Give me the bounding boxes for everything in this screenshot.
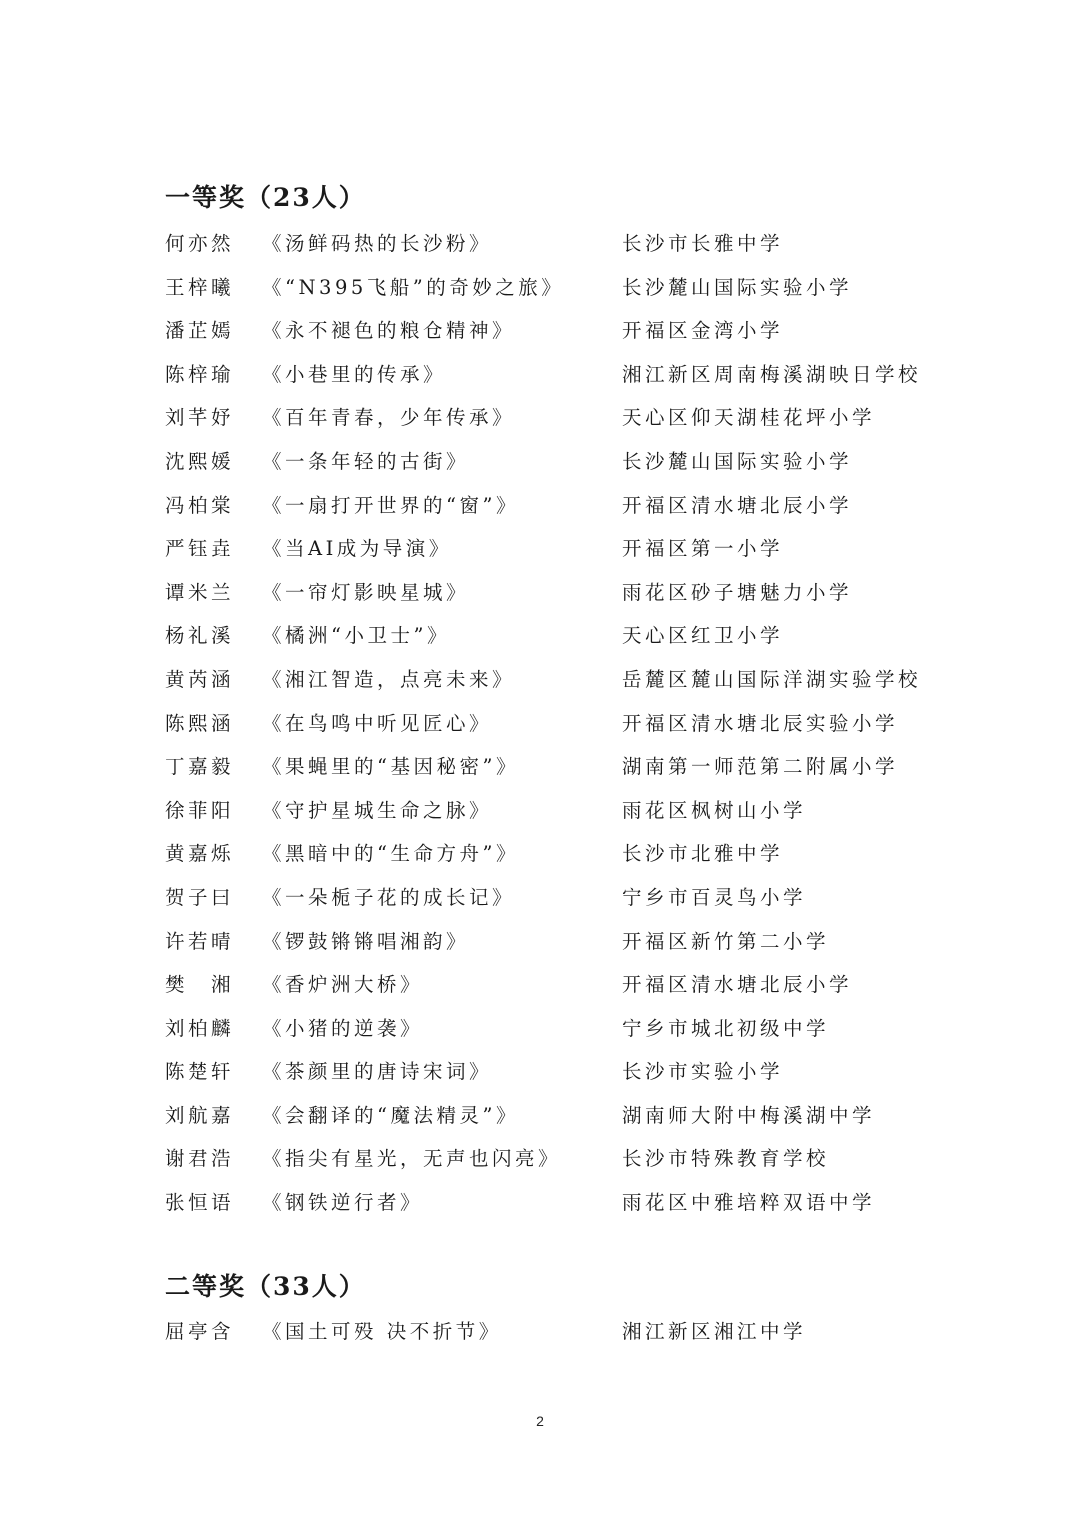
work-title: 《一帘灯影映星城》: [262, 580, 470, 604]
award-row: [0, 969, 1080, 1013]
winner-name: 何亦然: [165, 232, 235, 255]
second-prize-list: [0, 1316, 1080, 1360]
school-name: 长沙市特殊教育学校: [622, 1147, 830, 1171]
school-name: 湘江新区周南梅溪湖映日学校: [622, 362, 922, 386]
work-title: 《在鸟鸣中听见匠心》: [262, 711, 493, 735]
school-name: 开福区第一小学: [622, 537, 784, 561]
winner-name: 刘芊妤: [165, 406, 235, 430]
work-title: 《百年青春，少年传承》: [262, 406, 516, 430]
award-row: [0, 1056, 1080, 1100]
page-number: 2: [536, 1413, 544, 1429]
section-title-second-prize: 二等奖（33人）: [165, 1272, 366, 1301]
school-name: 长沙市实验小学: [622, 1060, 784, 1084]
winner-name: 陈楚轩: [165, 1060, 235, 1084]
school-name: 长沙市长雅中学: [622, 232, 784, 255]
winner-name: 陈熙涵: [165, 711, 235, 735]
award-row: [0, 838, 1080, 882]
award-row: [0, 577, 1080, 621]
winner-name: 刘柏麟: [165, 1016, 235, 1040]
work-title: 《永不褪色的粮仓精神》: [262, 319, 516, 343]
award-row: [0, 359, 1080, 403]
award-row: [0, 315, 1080, 359]
first-prize-list: [0, 228, 1080, 1231]
school-name: 雨花区中雅培粹双语中学: [622, 1191, 876, 1215]
winner-name: 沈熙媛: [165, 449, 235, 473]
work-title: 《钢铁逆行者》: [262, 1191, 424, 1215]
award-row: [0, 490, 1080, 534]
winner-name: 谢君浩: [165, 1147, 235, 1171]
work-title: 《黑暗中的“生命方舟”》: [262, 842, 519, 866]
award-row: [0, 795, 1080, 839]
section-title-first-prize: 一等奖（23人）: [165, 183, 366, 212]
award-row: [0, 708, 1080, 752]
work-title: 《果蝇里的“基因秘密”》: [262, 755, 519, 779]
school-name: 雨花区砂子塘魅力小学: [622, 580, 853, 604]
school-name: 开福区新竹第二小学: [622, 929, 830, 953]
school-name: 湘江新区湘江中学: [622, 1320, 807, 1343]
winner-name: 黄芮涵: [165, 667, 235, 691]
school-name: 湖南第一师范第二附属小学: [622, 755, 899, 779]
work-title: 《一朵栀子花的成长记》: [262, 885, 516, 909]
work-title: 《湘江智造，点亮未来》: [262, 667, 516, 691]
work-title: 《小猪的逆袭》: [262, 1016, 424, 1040]
school-name: 开福区金湾小学: [622, 319, 784, 343]
winner-name: 黄嘉烁: [165, 842, 235, 866]
school-name: 开福区清水塘北辰小学: [622, 973, 853, 997]
work-title: 《一扇打开世界的“窗”》: [262, 493, 519, 517]
award-row: [0, 1316, 1080, 1360]
award-row: [0, 1100, 1080, 1144]
school-name: 开福区清水塘北辰实验小学: [622, 711, 899, 735]
winner-name: 丁嘉毅: [165, 755, 235, 779]
winner-name: 屈亭含: [165, 1320, 235, 1343]
award-row: [0, 402, 1080, 446]
work-title: 《守护星城生命之脉》: [262, 798, 493, 822]
work-title: 《当AI成为导演》: [262, 537, 452, 561]
school-name: 岳麓区麓山国际洋湖实验学校: [622, 667, 922, 691]
winner-name: 许若晴: [165, 929, 235, 953]
work-title: 《橘洲“小卫士”》: [262, 624, 450, 648]
winner-name: 张恒语: [165, 1191, 235, 1215]
award-row: [0, 751, 1080, 795]
school-name: 长沙麓山国际实验小学: [622, 275, 853, 299]
winner-name: 徐菲阳: [165, 798, 235, 822]
school-name: 宁乡市城北初级中学: [622, 1016, 830, 1040]
winner-name: 陈梓瑜: [165, 362, 235, 386]
winner-name: 刘航嘉: [165, 1103, 235, 1127]
school-name: 开福区清水塘北辰小学: [622, 493, 853, 517]
work-title: 《会翻译的“魔法精灵”》: [262, 1103, 519, 1127]
winner-name: 冯柏棠: [165, 493, 235, 517]
award-row: [0, 446, 1080, 490]
school-name: 长沙市北雅中学: [622, 842, 784, 866]
winner-name: 潘芷嫣: [165, 319, 235, 343]
work-title: 《锣鼓锵锵唱湘韵》: [262, 929, 470, 953]
school-name: 雨花区枫树山小学: [622, 798, 807, 822]
award-row: [0, 620, 1080, 664]
winner-name: 杨礼溪: [165, 624, 235, 648]
award-row: [0, 926, 1080, 970]
winner-name: 樊 湘: [165, 973, 235, 997]
award-row: [0, 228, 1080, 272]
winner-name: 谭米兰: [165, 580, 235, 604]
school-name: 湖南师大附中梅溪湖中学: [622, 1103, 876, 1127]
school-name: 长沙麓山国际实验小学: [622, 449, 853, 473]
work-title: 《指尖有星光，无声也闪亮》: [262, 1147, 562, 1171]
work-title: 《汤鲜码热的长沙粉》: [262, 232, 493, 255]
winner-name: 贺子曰: [165, 885, 235, 909]
award-row: [0, 533, 1080, 577]
award-row: [0, 1143, 1080, 1187]
winner-name: 王梓曦: [165, 275, 235, 299]
work-title: 《一条年轻的古街》: [262, 449, 470, 473]
work-title: 《小巷里的传承》: [262, 362, 447, 386]
award-row: [0, 882, 1080, 926]
award-row: [0, 1013, 1080, 1057]
winner-name: 严钰垚: [165, 537, 235, 561]
school-name: 宁乡市百灵鸟小学: [622, 885, 807, 909]
school-name: 天心区仰天湖桂花坪小学: [622, 406, 876, 430]
school-name: 天心区红卫小学: [622, 624, 784, 648]
work-title: 《国土可殁 决不折节》: [262, 1320, 502, 1343]
award-row: [0, 664, 1080, 708]
work-title: 《香炉洲大桥》: [262, 973, 424, 997]
work-title: 《“N395飞船”的奇妙之旅》: [262, 275, 565, 299]
award-row: [0, 1187, 1080, 1231]
award-row: [0, 272, 1080, 316]
work-title: 《茶颜里的唐诗宋词》: [262, 1060, 493, 1084]
